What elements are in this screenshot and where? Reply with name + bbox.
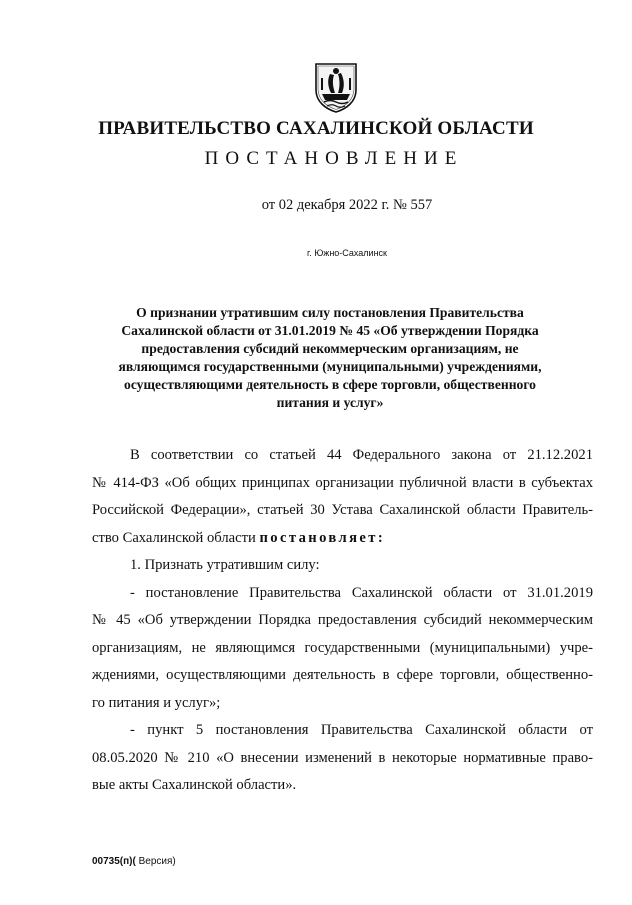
bullet-2-line: вые акты Сахалинской области». [92, 777, 297, 793]
document-city: г. Южно-Сахалинск [307, 248, 387, 258]
preamble-line: В соответствии со статьей 44 Федерального закона от 21.12.2021 [130, 447, 593, 463]
bullet-1-line: организациям, не являющимся государственными (муниципальными) учре- [92, 639, 593, 656]
preamble-line: Российской Федерации», статьей 30 Устава Сахалинской области Правитель- [92, 502, 593, 518]
bullet-1-paragraph [92, 580, 593, 718]
item-1-paragraph [92, 552, 593, 580]
subject-line: питания и услуг» [276, 395, 384, 410]
sakhalin-coat-of-arms-icon [312, 60, 360, 114]
document-subject [100, 304, 560, 412]
preamble-paragraph [92, 442, 593, 552]
decree-word: постановляет: [259, 529, 386, 546]
document-date-number: от 02 декабря 2022 г. № 557 [261, 197, 433, 213]
bullet-1-line: № 45 «Об утверждении Порядка предоставления субсидий некоммерческим [92, 612, 593, 628]
document-type: ПОСТАНОВЛЕНИЕ [204, 148, 464, 169]
bullet-2-paragraph [92, 717, 593, 800]
bullet-2-line: - пункт 5 постановления Правительства Сахалинской области от [130, 722, 593, 738]
organization-title: ПРАВИТЕЛЬСТВО САХАЛИНСКОЙ ОБЛАСТИ [98, 118, 534, 139]
subject-line: О признании утратившим силу постановления Правительства [136, 305, 524, 320]
bullet-2-line: 08.05.2020 № 210 «О внесении изменений в некоторые нормативные право- [92, 749, 593, 766]
bullet-1-line: ждениями, осуществляющими деятельность в сфере торговли, общественно- [92, 667, 593, 683]
document-footer-code [92, 856, 176, 867]
bullet-1-line: - постановление Правительства Сахалинской области от 31.01.2019 [130, 584, 593, 601]
footer-code: 00735(п)( [92, 856, 136, 867]
subject-line: осуществляющими деятельность в сфере торговли, общественного [124, 377, 536, 392]
item-1-line: 1. Признать утратившим силу: [130, 557, 320, 573]
preamble-line: ство Сахалинской области [92, 529, 256, 546]
preamble-last-line [92, 525, 593, 553]
document-body [92, 442, 593, 800]
footer-code-suffix: Версия) [138, 856, 176, 867]
subject-line: предоставления субсидий некоммерческим организациям, не [141, 341, 519, 356]
subject-line: являющимся государственными (муниципальными) учреждениями, [118, 359, 542, 374]
subject-line: Сахалинской области от 31.01.2019 № 45 «Об утверждении Порядка [121, 323, 539, 338]
preamble-line: № 414-ФЗ «Об общих принципах организации публичной власти в субъектах [92, 474, 593, 491]
bullet-1-line: го питания и услуг»; [92, 694, 221, 711]
